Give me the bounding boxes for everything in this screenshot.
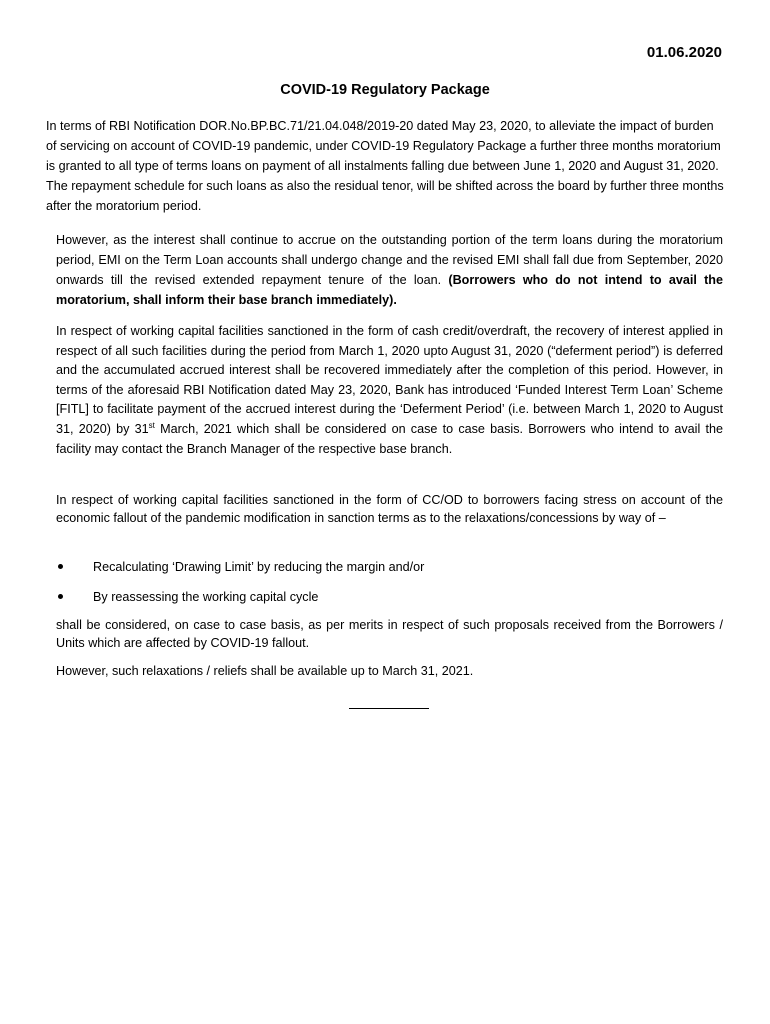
- bullet-icon: [58, 594, 63, 599]
- paragraph-case-basis: shall be considered, on case to case basis, as per merits in respect of such proposals received from the Borrowers / Units which are affected by COVID-19 fallout.: [56, 618, 723, 650]
- paragraph-working-capital-stress: In respect of working capital facilities sanctioned in the form of CC/OD to borrowers facing stress on account of the economic fallout of the pandemic modification in sanction terms as to the relaxations/concessions by way of –: [56, 493, 723, 525]
- list-item-text: By reassessing the working capital cycle: [93, 590, 319, 604]
- list-item-text: Recalculating ‘Drawing Limit’ by reducing the margin and/or: [93, 560, 425, 574]
- borrower-notice: (Borrowers who do not intend to avail the moratorium, shall inform their base branch immediately).: [56, 273, 723, 307]
- relaxation-list: [56, 558, 723, 618]
- paragraph-working-capital-interest: [56, 322, 723, 459]
- paragraph-interest-accrual: [56, 230, 723, 310]
- paragraph-relief-deadline: However, such relaxations / reliefs shall be available up to March 31, 2021.: [56, 664, 474, 678]
- document-date: 01.06.2020: [646, 44, 722, 61]
- paragraph-fitl-text-b: March, 2021 which shall be considered on case to case basis. Borrowers who intend to avail the facility may contact the Branch Manager of the respective base branch.: [56, 421, 723, 456]
- paragraph-rbi-notification: In terms of RBI Notification DOR.No.BP.BC.71/21.04.048/2019-20 dated May 23, 2020, to alleviate the impact of burden of servicing on account of COVID-19 pandemic, under COVID-19 Regulatory Package a further three months moratorium is granted to all type of terms loans on payment of all instalments falling due between June 1, 2020 and August 31, 2020. The repayment schedule for such loans as also the residual tenor, will be shifted across the board by further three months after the moratorium period.: [46, 119, 724, 213]
- paragraph-fitl-text-a: In respect of working capital facilities sanctioned in the form of cash credit/overdraft, the recovery of interest applied in respect of all such facilities during the period from March 1, 2020 upto August 31, 2020 (“deferment period”) is deferred and the accumulated accrued interest shall be recovered immediately after the completion of this period. However, in terms of the aforesaid RBI Notification dated May 23, 2020, Bank has introduced ‘Funded Interest Term Loan’ Scheme [FITL] to facilitate payment of the accrued interest during the ‘Deferment Period’ (i.e. between March 1, 2020 to August 31, 2020) by 31: [56, 324, 723, 436]
- list-item: [56, 558, 723, 588]
- end-divider: [349, 708, 429, 709]
- paragraph-interest-accrual-text: However, as the interest shall continue to accrue on the outstanding portion of the term loans during the moratorium period, EMI on the Term Loan accounts shall undergo change and the revised EMI shall fall due from September, 2020 onwards till the revised extended repayment tenure of the loan.: [56, 233, 723, 287]
- bullet-icon: [58, 564, 63, 569]
- list-item: [56, 588, 723, 618]
- ordinal-suffix: st: [148, 420, 155, 430]
- document-title: COVID-19 Regulatory Package: [280, 82, 490, 98]
